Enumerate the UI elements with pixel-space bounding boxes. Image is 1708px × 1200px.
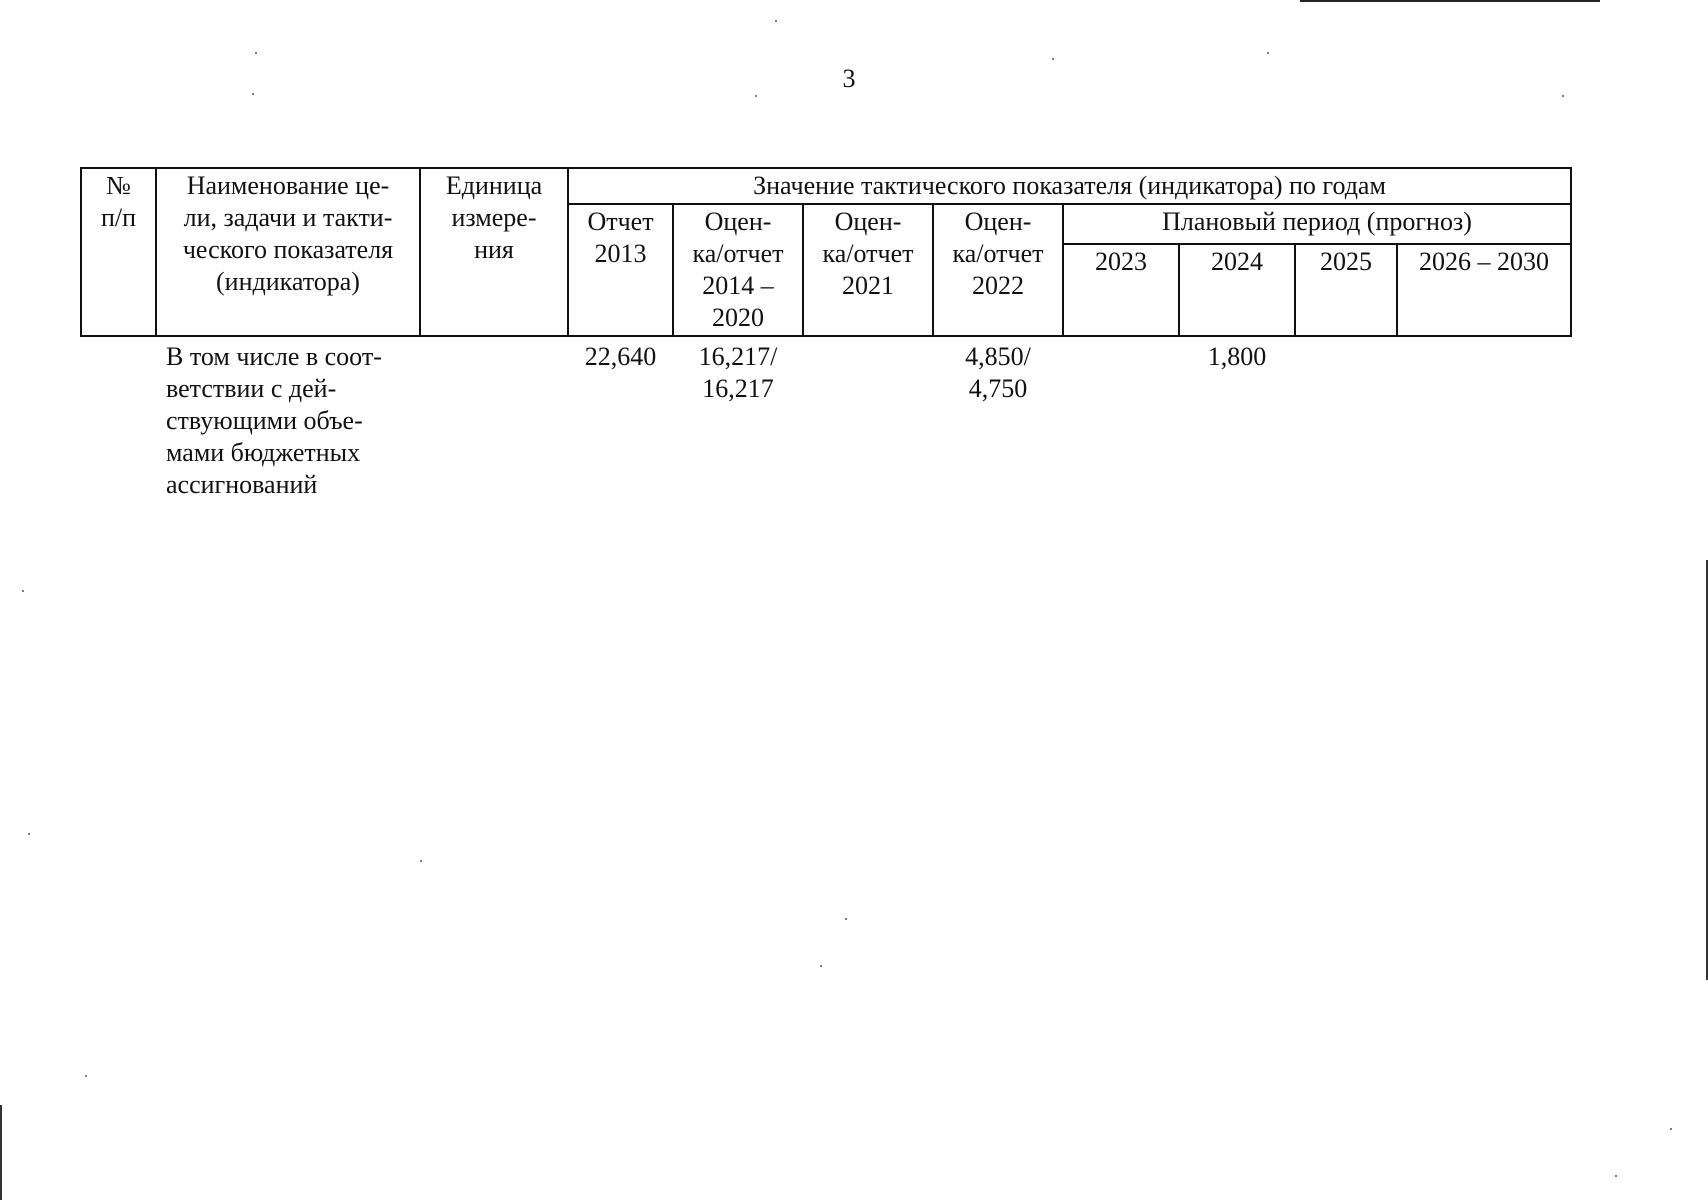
top-edge-rule [1300,0,1600,2]
scan-speck [820,965,822,967]
indicator-table [80,167,1572,501]
col-header-estimate-2014-2020: Оцен- ка/отчет 2014 – 2020 [673,204,803,336]
col-header-2026-2030: 2026 – 2030 [1397,244,1571,336]
col-group-plan-period: Плановый период (прогноз) [1063,204,1571,244]
col-header-name: Наименование це- ли, задачи и такти- ческого показателя (индикатора) [156,168,420,336]
col-header-num: № п/п [81,168,156,336]
cell-estimate-2022: 4,850/ 4,750 [965,342,1031,403]
cell-2026-2030 [1397,336,1571,501]
cell-estimate-2021 [803,336,933,501]
cell-unit [420,336,568,501]
scan-speck [845,918,847,920]
scan-speck [1267,52,1269,54]
scan-speck [775,20,777,22]
col-header-2023: 2023 [1063,244,1179,336]
scan-speck [1052,58,1054,60]
cell-report-2013: 22,640 [584,342,657,371]
cell-name: В том числе в соот- ветствии с дей- ствующими объе- мами бюджетных ассигнований [166,342,382,499]
scan-left-edge [0,1105,2,1200]
scan-speck [255,52,257,54]
page-number: 3 [842,64,856,93]
col-header-estimate-2022: Оцен- ка/отчет 2022 [933,204,1063,336]
cell-num [81,336,156,501]
cell-2024: 1,800 [1207,342,1267,371]
header-row-1 [81,168,1571,204]
col-header-estimate-2021: Оцен- ка/отчет 2021 [803,204,933,336]
scan-speck [1615,1175,1617,1177]
scan-speck [755,95,757,97]
scan-speck [420,860,422,862]
col-header-2025: 2025 [1295,244,1397,336]
col-header-report-2013: Отчет 2013 [568,204,673,336]
table-row [81,336,1571,501]
scan-speck [22,590,24,592]
scan-speck [85,1075,87,1077]
scan-speck [1562,95,1564,97]
col-group-values-by-year: Значение тактического показателя (индикатора) по годам [568,168,1571,204]
col-header-unit: Единица измере- ния [420,168,568,336]
cell-2023 [1063,336,1179,501]
col-header-2024: 2024 [1179,244,1295,336]
scan-speck [1670,1128,1672,1130]
cell-2025 [1295,336,1397,501]
cell-estimate-2014-2020: 16,217/ 16,217 [698,342,778,403]
scan-speck [28,833,30,835]
